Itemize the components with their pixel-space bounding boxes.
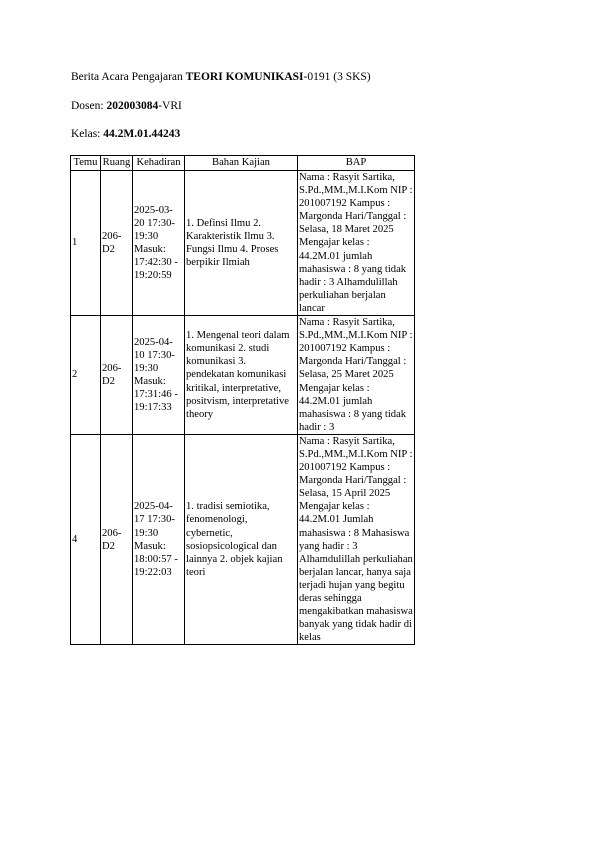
dosen-id: 202003084 — [106, 100, 159, 112]
table-row — [71, 434, 415, 645]
course-name: TEORI KOMUNIKASI — [185, 71, 304, 83]
cell-ruang: 206-D2 — [101, 434, 133, 645]
cell-kehadiran: 2025-04-17 17:30-19:30 Masuk: 18:00:57 - 19:22:03 — [133, 434, 185, 645]
cell-bahan-kajian: 1. Mengenal teori dalam komunikasi 2. studi komunikasi 3. pendekatan komunikasi kritikal, interpretative, positvism, interpretative theory — [185, 316, 298, 435]
column-header-temu: Temu — [71, 156, 101, 171]
dosen-label: Dosen: — [71, 100, 107, 112]
cell-bap: Nama : Rasyit Sartika, S.Pd.,MM.,M.I.Kom NIP : 201007192 Kampus : Margonda Hari/Tanggal : Selasa, 25 Maret 2025 Mengajar kelas : 44.2M.01 jumlah mahasiswa : 8 yang tidak hadir : 3 — [299, 317, 413, 433]
kelas-label: Kelas: — [71, 128, 104, 140]
table-row — [71, 316, 415, 435]
column-header-bahan-kajian: Bahan Kajian — [185, 156, 298, 171]
cell-temu: 2 — [71, 316, 101, 435]
dosen-suffix: -VRI — [158, 100, 182, 112]
kelas-value: 44.2M.01.44243 — [103, 128, 181, 140]
cell-kehadiran: 2025-04-10 17:30-19:30 Masuk: 17:31:46 - 19:17:33 — [133, 316, 185, 435]
column-header-bap: BAP — [298, 156, 415, 171]
table-row — [71, 171, 415, 316]
cell-ruang: 206-D2 — [101, 171, 133, 316]
cell-temu: 1 — [71, 171, 101, 316]
cell-bap: Nama : Rasyit Sartika, S.Pd.,MM.,M.I.Kom NIP : 201007192 Kampus : Margonda Hari/Tanggal : Selasa, 15 April 2025 Mengajar kelas : 44.2M.01 Jumlah mahasiswa : 8 Mahasiswa yang hadir : 3 Alhamdulillah perkuliahan berjalan lancar, hanya saja terjadi hujan yang begitu deras sehingga mengakibatkan mahasiswa banyak yang tidak hadir di kelas — [299, 435, 413, 644]
title-prefix: Berita Acara Pengajaran — [71, 71, 186, 83]
dosen-line — [71, 99, 182, 113]
cell-ruang: 206-D2 — [101, 316, 133, 435]
bap-table — [70, 155, 415, 645]
kelas-line — [71, 127, 180, 141]
column-header-kehadiran: Kehadiran — [133, 156, 185, 171]
table-header-row — [71, 156, 415, 171]
cell-temu: 4 — [71, 434, 101, 645]
cell-kehadiran: 2025-03-20 17:30-19:30 Masuk: 17:42:30 - 19:20:59 — [133, 171, 185, 316]
document-title — [71, 70, 371, 84]
cell-bahan-kajian: 1. Definsi Ilmu 2. Karakteristik Ilmu 3. Fungsi Ilmu 4. Proses berpikir Ilmiah — [185, 171, 298, 316]
cell-bap: Nama : Rasyit Sartika, S.Pd.,MM.,M.I.Kom NIP : 201007192 Kampus : Margonda Hari/Tanggal : Selasa, 18 Maret 2025 Mengajar kelas : 44.2M.01 jumlah mahasiswa : 8 yang tidak hadir : 3 Alhamdulillah perkuliahan berjalan lancar — [299, 172, 413, 314]
course-suffix: -0191 (3 SKS) — [303, 71, 371, 83]
column-header-ruang: Ruang — [101, 156, 133, 171]
cell-bahan-kajian: 1. tradisi semiotika, fenomenologi, cybernetic, sosiopsicological dan lainnya 2. objek kajian teori — [185, 434, 298, 645]
